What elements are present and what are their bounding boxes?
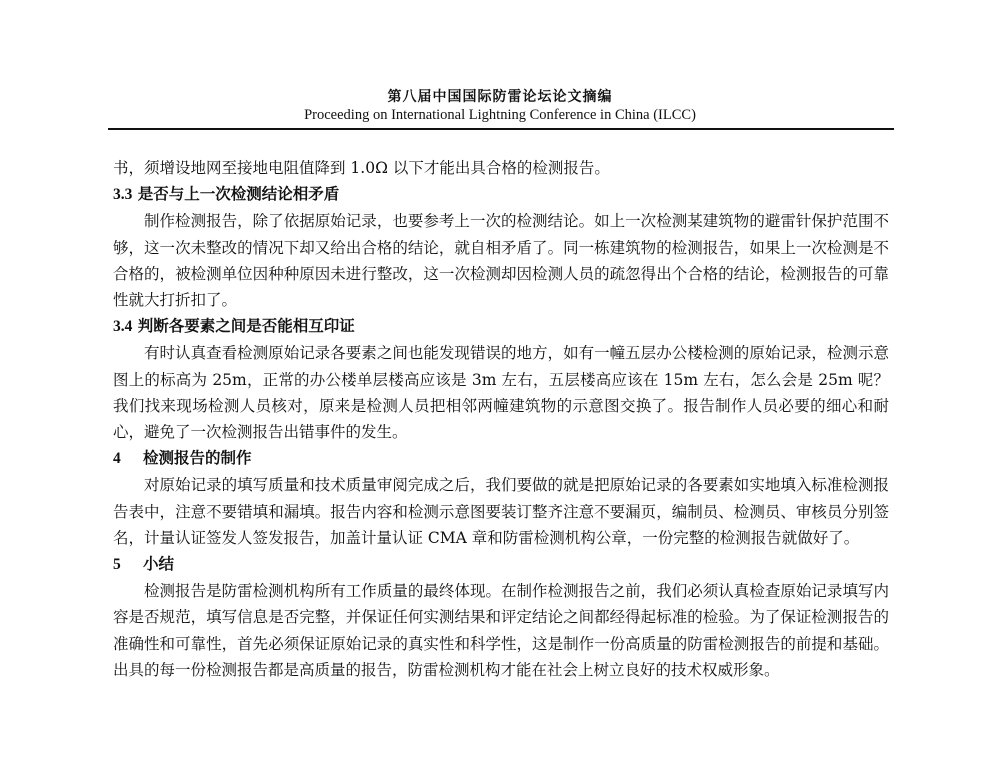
section-heading-4 (113, 445, 889, 472)
section-title: 是否与上一次检测结论相矛盾 (137, 184, 340, 204)
section-heading-5 (113, 551, 889, 578)
section-number: 3.3 (113, 186, 133, 204)
running-header (110, 88, 890, 124)
article-body (113, 155, 889, 683)
paragraph-3-3: 制作检测报告，除了依据原始记录，也要参考上一次的检测结论。如上一次检测某建筑物的避雷针保护范围不够，这一次未整改的情况下却又给出合格的结论，就自相矛盾了。同一栋建筑物的检测报告，如果上一次检测是不合格的，被检测单位因种种原因未进行整改，这一次检测却因检测人员的疏忽得出个合格的结论，检测报告的可靠性就大打折扣了。 (113, 212, 889, 310)
section-number: 5 (113, 556, 121, 574)
section-number: 4 (113, 450, 121, 468)
section-number: 3.4 (113, 318, 133, 336)
paragraph-3-4: 有时认真查看检测原始记录各要素之间也能发现错误的地方，如有一幢五层办公楼检测的原始记录，检测示意图上的标高为 25m，正常的办公楼单层楼高应该是 3m 左右，五层楼高应该在 15m 左右，怎么会是 25m 呢？我们找来现场检测人员核对，原来是检测人员把相邻两幢建筑物的示意图交换了。报告制作人员必要的细心和耐心，避免了一次检测报告出错事件的发生。 (113, 344, 889, 442)
header-title-english: Proceeding on International Lightning Conference in China (ILCC) (304, 107, 696, 123)
header-rule (108, 128, 894, 130)
section-title: 小结 (143, 554, 175, 574)
paragraph-4: 对原始记录的填写质量和技术质量审阅完成之后，我们要做的就是把原始记录的各要素如实地填入标准检测报告表中，注意不要错填和漏填。报告内容和检测示意图要装订整齐注意不要漏页，编制员、检测员、审核员分别签名，计量认证签发人签发报告，加盖计量认证 CMA 章和防雷检测机构公章，一份完整的检测报告就做好了。 (113, 476, 889, 547)
section-title: 判断各要素之间是否能相互印证 (137, 316, 355, 336)
paragraph-continuation: 书，须增设地网至接地电阻值降到 1.0Ω 以下才能出具合格的检测报告。 (113, 159, 610, 177)
header-title-chinese: 第八届中国国际防雷论坛论文摘编 (387, 89, 613, 105)
section-title: 检测报告的制作 (143, 448, 252, 468)
section-heading-3-3 (113, 181, 889, 208)
section-heading-3-4 (113, 313, 889, 340)
paragraph-5: 检测报告是防雷检测机构所有工作质量的最终体现。在制作检测报告之前，我们必须认真检查原始记录填写内容是否规范，填写信息是否完整，并保证任何实测结果和评定结论之间都经得起标准的检验。为了保证检测报告的准确性和可靠性，首先必须保证原始记录的真实性和科学性，这是制作一份高质量的防雷检测报告的前提和基础。出具的每一份检测报告都是高质量的报告，防雷检测机构才能在社会上树立良好的技术权威形象。 (113, 582, 889, 679)
